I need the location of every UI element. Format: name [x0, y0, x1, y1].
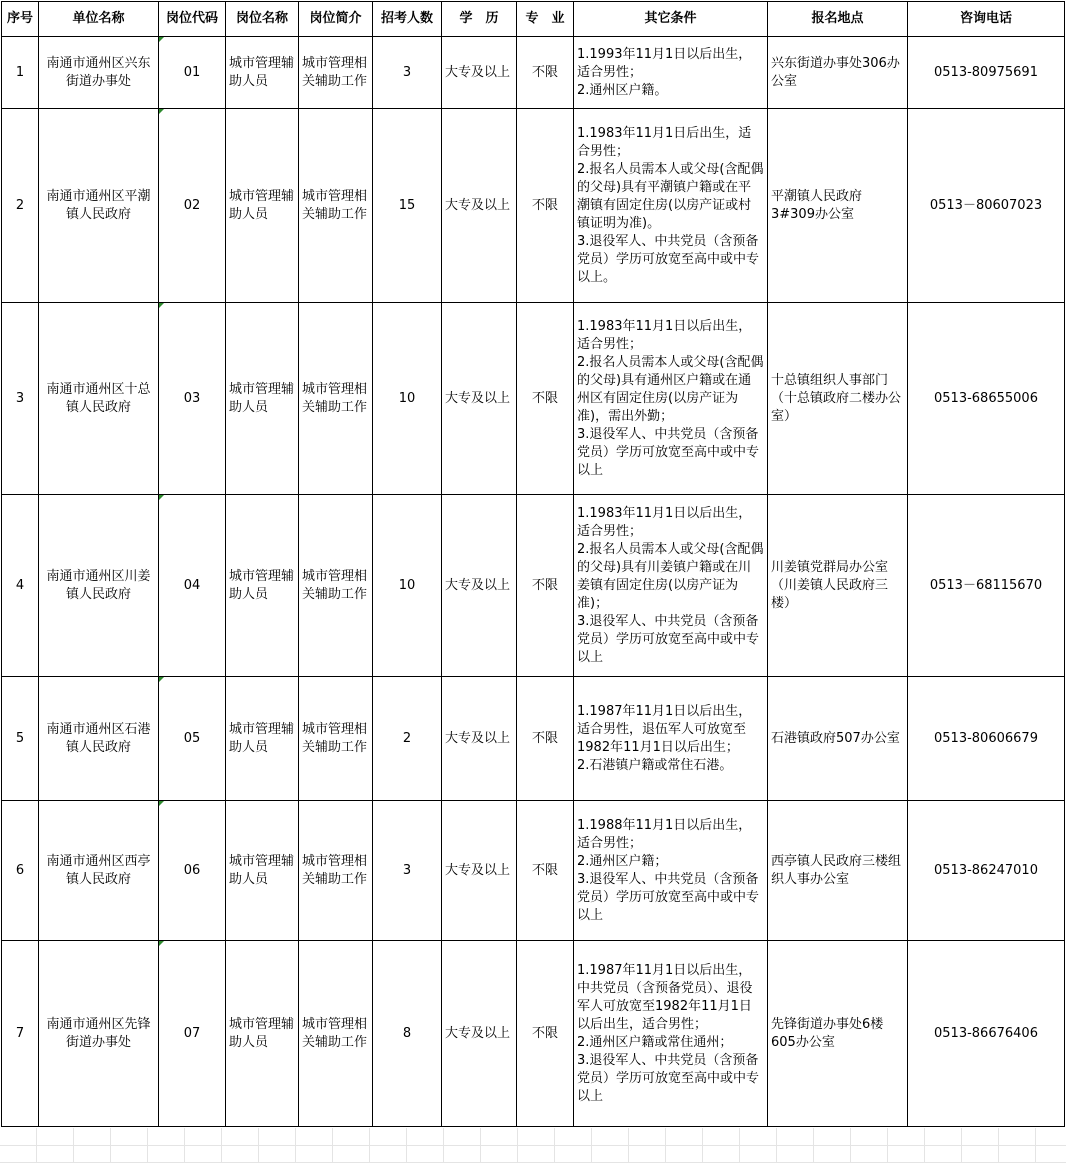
- post-intro: 城市管理相关辅助工作: [299, 37, 373, 109]
- hire-count: 10: [373, 495, 442, 677]
- cell-marker-icon: [159, 941, 164, 946]
- education: 大专及以上: [442, 677, 517, 801]
- apply-place: 兴东街道办事处306办公室: [768, 37, 908, 109]
- post-code-text: 06: [183, 862, 201, 878]
- post-code: [159, 303, 226, 495]
- conditions: [574, 303, 768, 495]
- header-code: 岗位代码: [159, 2, 226, 37]
- apply-place: 西亭镇人民政府三楼组织人事办公室: [768, 801, 908, 941]
- table-row: [2, 801, 1065, 941]
- phone-number: 0513－80607023: [908, 109, 1065, 303]
- condition-line: 2.石港镇户籍或常住石港。: [577, 757, 733, 773]
- cell-marker-icon: [159, 801, 164, 806]
- unit-name: 南通市通州区石港镇人民政府: [39, 677, 159, 801]
- post-intro: 城市管理相关辅助工作: [299, 109, 373, 303]
- hire-count: 15: [373, 109, 442, 303]
- condition-line: 3.退役军人、中共党员（含预备党员）学历可放宽至高中或中专以上。: [577, 233, 760, 285]
- post-name: 城市管理辅助人员: [226, 37, 299, 109]
- major: 不限: [517, 801, 574, 941]
- phone-number: 0513－68115670: [908, 495, 1065, 677]
- table-row: [2, 495, 1065, 677]
- post-code: [159, 801, 226, 941]
- apply-place: 川姜镇党群局办公室（川姜镇人民政府三楼）: [768, 495, 908, 677]
- hire-count: 3: [373, 801, 442, 941]
- unit-name: 南通市通州区兴东街道办事处: [39, 37, 159, 109]
- post-code: [159, 677, 226, 801]
- phone-number: 0513-86247010: [908, 801, 1065, 941]
- post-code: [159, 109, 226, 303]
- recruitment-table: [1, 1, 1065, 1127]
- condition-line: 2.通州区户籍；: [577, 853, 668, 869]
- condition-line: 2.报名人员需本人或父母(含配偶的父母)具有通州区户籍或在通州区有固定住房(以房产证为准)，需出外勤；: [577, 354, 764, 424]
- empty-grid-area: [0, 1128, 1066, 1163]
- table-row: [2, 37, 1065, 109]
- major: 不限: [517, 495, 574, 677]
- post-intro: 城市管理相关辅助工作: [299, 677, 373, 801]
- header-phone: 咨询电话: [908, 2, 1065, 37]
- row-number: 1: [2, 37, 39, 109]
- condition-line: 2.通州区户籍或常住通州；: [577, 1034, 733, 1050]
- cell-marker-icon: [159, 303, 164, 308]
- unit-name: 南通市通州区西亭镇人民政府: [39, 801, 159, 941]
- apply-place: 十总镇组织人事部门（十总镇政府二楼办公室）: [768, 303, 908, 495]
- conditions: [574, 495, 768, 677]
- header-no: 序号: [2, 2, 39, 37]
- condition-line: 1.1987年11月1日以后出生，中共党员（含预备党员）、退役军人可放宽至1982年11月1日以后出生，适合男性；: [577, 962, 753, 1032]
- post-code-text: 04: [183, 577, 201, 593]
- conditions: [574, 941, 768, 1127]
- post-name: 城市管理辅助人员: [226, 303, 299, 495]
- row-number: 5: [2, 677, 39, 801]
- phone-number: 0513-68655006: [908, 303, 1065, 495]
- header-conditions: 其它条件: [574, 2, 768, 37]
- condition-line: 1.1983年11月1日后出生，适合男性；: [577, 125, 752, 159]
- header-major: 专 业: [517, 2, 574, 37]
- unit-name: 南通市通州区平潮镇人民政府: [39, 109, 159, 303]
- table-row: [2, 941, 1065, 1127]
- hire-count: 2: [373, 677, 442, 801]
- education: 大专及以上: [442, 303, 517, 495]
- condition-line: 1.1983年11月1日以后出生，适合男性；: [577, 505, 752, 539]
- condition-line: 1.1983年11月1日以后出生，适合男性；: [577, 318, 752, 352]
- post-code-text: 05: [183, 730, 201, 746]
- condition-line: 1.1987年11月1日以后出生，适合男性，退伍军人可放宽至1982年11月1日以后出生；: [577, 703, 752, 755]
- post-code: [159, 495, 226, 677]
- major: 不限: [517, 677, 574, 801]
- post-code: [159, 941, 226, 1127]
- condition-line: 2.报名人员需本人或父母(含配偶的父母)具有川姜镇户籍或在川姜镇有固定住房(以房产证为准)；: [577, 541, 764, 611]
- conditions: [574, 109, 768, 303]
- row-number: 6: [2, 801, 39, 941]
- table-row: [2, 677, 1065, 801]
- condition-line: 3.退役军人、中共党员（含预备党员）学历可放宽至高中或中专以上: [577, 1052, 760, 1104]
- post-code-text: 02: [183, 197, 201, 213]
- education: 大专及以上: [442, 495, 517, 677]
- cell-marker-icon: [159, 677, 164, 682]
- condition-line: 1.1993年11月1日以后出生，适合男性；: [577, 46, 752, 80]
- post-name: 城市管理辅助人员: [226, 941, 299, 1127]
- cell-marker-icon: [159, 109, 164, 114]
- header-intro: 岗位简介: [299, 2, 373, 37]
- unit-name: 南通市通州区十总镇人民政府: [39, 303, 159, 495]
- unit-name: 南通市通州区先锋街道办事处: [39, 941, 159, 1127]
- major: 不限: [517, 109, 574, 303]
- post-code-text: 07: [183, 1025, 201, 1041]
- header-post: 岗位名称: [226, 2, 299, 37]
- cell-marker-icon: [159, 37, 164, 42]
- unit-name: 南通市通州区川姜镇人民政府: [39, 495, 159, 677]
- post-intro: 城市管理相关辅助工作: [299, 941, 373, 1127]
- post-code-text: 01: [183, 64, 201, 80]
- post-code-text: 03: [183, 390, 201, 406]
- education: 大专及以上: [442, 801, 517, 941]
- major: 不限: [517, 303, 574, 495]
- hire-count: 3: [373, 37, 442, 109]
- row-number: 3: [2, 303, 39, 495]
- post-intro: 城市管理相关辅助工作: [299, 303, 373, 495]
- post-name: 城市管理辅助人员: [226, 677, 299, 801]
- condition-line: 3.退役军人、中共党员（含预备党员）学历可放宽至高中或中专以上: [577, 426, 760, 478]
- hire-count: 8: [373, 941, 442, 1127]
- conditions: [574, 37, 768, 109]
- header-count: 招考人数: [373, 2, 442, 37]
- header-row: [2, 2, 1065, 37]
- apply-place: 先锋街道办事处6楼605办公室: [768, 941, 908, 1127]
- table-row: [2, 303, 1065, 495]
- conditions: [574, 801, 768, 941]
- header-place: 报名地点: [768, 2, 908, 37]
- header-unit: 单位名称: [39, 2, 159, 37]
- conditions: [574, 677, 768, 801]
- apply-place: 石港镇政府507办公室: [768, 677, 908, 801]
- post-name: 城市管理辅助人员: [226, 801, 299, 941]
- condition-line: 2.通州区户籍。: [577, 82, 668, 98]
- condition-line: 1.1988年11月1日以后出生，适合男性；: [577, 817, 752, 851]
- major: 不限: [517, 37, 574, 109]
- education: 大专及以上: [442, 941, 517, 1127]
- row-number: 7: [2, 941, 39, 1127]
- apply-place: 平潮镇人民政府3#309办公室: [768, 109, 908, 303]
- row-number: 4: [2, 495, 39, 677]
- post-intro: 城市管理相关辅助工作: [299, 801, 373, 941]
- education: 大专及以上: [442, 109, 517, 303]
- condition-line: 2.报名人员需本人或父母(含配偶的父母)具有平潮镇户籍或在平潮镇有固定住房(以房产证或村镇证明为准)。: [577, 161, 764, 231]
- phone-number: 0513-80606679: [908, 677, 1065, 801]
- condition-line: 3.退役军人、中共党员（含预备党员）学历可放宽至高中或中专以上: [577, 613, 760, 665]
- post-name: 城市管理辅助人员: [226, 109, 299, 303]
- major: 不限: [517, 941, 574, 1127]
- phone-number: 0513-86676406: [908, 941, 1065, 1127]
- education: 大专及以上: [442, 37, 517, 109]
- post-code: [159, 37, 226, 109]
- hire-count: 10: [373, 303, 442, 495]
- condition-line: 3.退役军人、中共党员（含预备党员）学历可放宽至高中或中专以上: [577, 871, 760, 923]
- post-name: 城市管理辅助人员: [226, 495, 299, 677]
- row-number: 2: [2, 109, 39, 303]
- cell-marker-icon: [159, 495, 164, 500]
- post-intro: 城市管理相关辅助工作: [299, 495, 373, 677]
- phone-number: 0513-80975691: [908, 37, 1065, 109]
- header-edu: 学 历: [442, 2, 517, 37]
- table-row: [2, 109, 1065, 303]
